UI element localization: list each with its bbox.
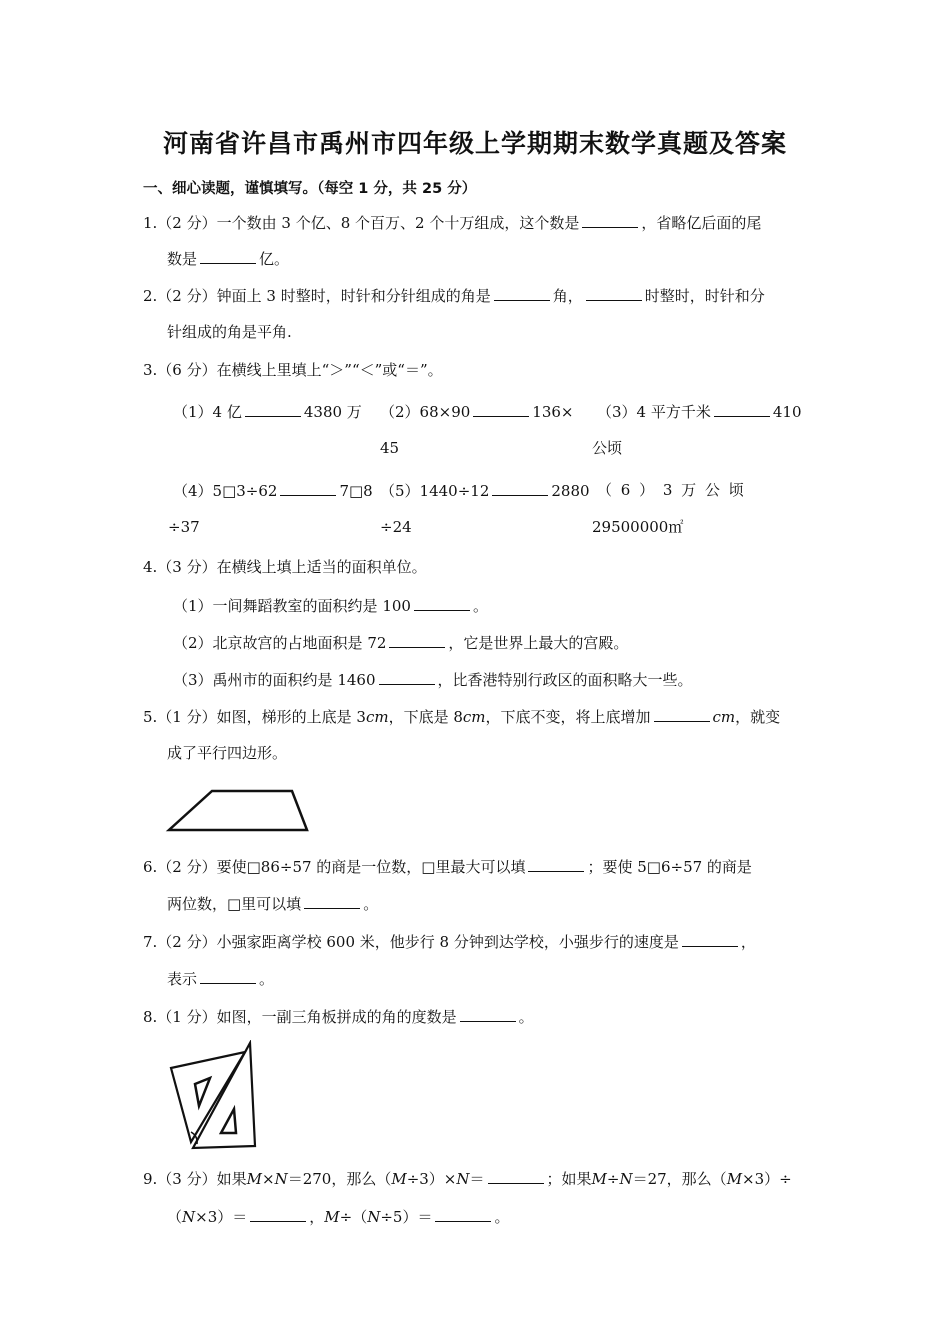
- q9-text-o: 。: [494, 1208, 510, 1226]
- triangle-ruler-hole-2: [221, 1109, 236, 1133]
- q5-text-a: 5.（1 分）如图，梯形的上底是 3: [143, 708, 366, 726]
- q1-text-d: 亿。: [259, 250, 290, 268]
- q7-text-c: 表示: [167, 970, 198, 988]
- q3-item-6: （ 6 ） 3 万 公 顷: [597, 481, 744, 499]
- q9-text-m: ÷（: [339, 1208, 368, 1226]
- q4-sub-1: [173, 595, 488, 616]
- q9-text-a: 9.（3 分）如果: [143, 1170, 247, 1188]
- q5-unit-2: cm: [462, 708, 486, 726]
- q9-text-j: （: [167, 1208, 183, 1226]
- q9-text-g: ÷: [606, 1170, 620, 1188]
- q1-text-b: ，省略亿后面的尾: [641, 214, 762, 232]
- q4-s2-end: ，它是世界上最大的宫殿。: [448, 634, 629, 652]
- q5-text-b: ，下底是 8: [388, 708, 463, 726]
- q3-item-3-cont: 公顷: [592, 439, 623, 457]
- q3-p3-right: 410: [772, 403, 802, 421]
- q3-item-4: [173, 480, 373, 501]
- q6-blank-2[interactable]: [304, 893, 360, 909]
- q4-s1-text: （1）一间舞蹈教室的面积约是 100: [173, 597, 411, 615]
- q7-text-d: 。: [259, 970, 275, 988]
- q9-blank-3[interactable]: [435, 1206, 491, 1222]
- q9-var-m-3: M: [591, 1170, 607, 1188]
- q3-blank-2[interactable]: [473, 401, 529, 417]
- q1-blank-2[interactable]: [200, 248, 256, 264]
- q3-item-2: [380, 401, 574, 422]
- q3-blank-3[interactable]: [714, 401, 770, 417]
- q8-text-a: 8.（1 分）如图，一副三角板拼成的角的度数是: [143, 1008, 457, 1026]
- question-3-heading: 3.（6 分）在横线上里填上“＞”“＜”或“＝”。: [143, 361, 443, 379]
- q3-item-1: [173, 401, 362, 422]
- q9-blank-1[interactable]: [488, 1168, 544, 1184]
- q9-var-m-5: M: [324, 1208, 340, 1226]
- q5-blank[interactable]: [654, 706, 710, 722]
- q9-var-n-5: N: [367, 1208, 381, 1226]
- q9-text-k: ×3）＝: [195, 1208, 248, 1226]
- question-7-line-2: [167, 968, 274, 989]
- question-1-line-2: [167, 248, 289, 269]
- q9-var-m-1: M: [246, 1170, 262, 1188]
- trapezoid-figure: [165, 785, 315, 835]
- q3-item-5: [380, 480, 590, 501]
- q3-p1-right: 4380 万: [303, 403, 362, 421]
- q9-text-f: ；如果: [546, 1170, 592, 1188]
- q1-text-c: 数是: [167, 250, 198, 268]
- q3-p2-right: 136×: [532, 403, 574, 421]
- q3-p2-left: （2）68×90: [380, 403, 471, 421]
- q8-text-b: 。: [518, 1008, 534, 1026]
- q3-item-4-cont-a: ÷37: [168, 518, 200, 536]
- q9-text-l: ，: [309, 1208, 325, 1226]
- q5-text-d: ，就变: [735, 708, 781, 726]
- q3-p4-right: 7□8: [339, 482, 373, 500]
- q4-s2-text: （2）北京故宫的占地面积是 72: [173, 634, 387, 652]
- q5-text-c: ，下底不变，将上底增加: [485, 708, 651, 726]
- q1-text-a: 1.（2 分）一个数由 3 个亿、8 个百万、2 个十万组成，这个数是: [143, 214, 580, 232]
- q3-p4-left: （4）5□3÷62: [173, 482, 278, 500]
- q9-blank-2[interactable]: [250, 1206, 306, 1222]
- question-6-line-2: [167, 893, 378, 914]
- question-9-line-1: [143, 1168, 792, 1189]
- triangle-ruler-hole-1: [195, 1078, 210, 1106]
- question-2-line-2: 针组成的角是平角.: [167, 323, 292, 341]
- q2-blank-2[interactable]: [586, 285, 642, 301]
- q3-item-6-cont: 29500000㎡: [592, 518, 684, 536]
- question-5-line-2: 成了平行四边形。: [167, 744, 288, 762]
- trapezoid-shape: [169, 791, 307, 830]
- q2-text-a: 2.（2 分）钟面上 3 时整时，时针和分针组成的角是: [143, 287, 491, 305]
- q3-blank-1[interactable]: [245, 401, 301, 417]
- question-4-heading: 4.（3 分）在横线上填上适当的面积单位。: [143, 558, 427, 576]
- q5-unit-3: cm: [712, 708, 736, 726]
- question-9-line-2: [167, 1206, 509, 1227]
- q3-item-4-cont-b: ÷24: [380, 518, 412, 536]
- q3-p1-left: （1）4 亿: [173, 403, 242, 421]
- q2-blank-1[interactable]: [494, 285, 550, 301]
- triangle-ruler-30-60: [171, 1052, 245, 1142]
- question-6-line-1: [143, 856, 752, 877]
- q6-text-c: 两位数，□里可以填: [167, 895, 302, 913]
- q4-s1-end: 。: [472, 597, 488, 615]
- q4-sub-3: [173, 669, 693, 690]
- q6-blank-1[interactable]: [528, 856, 584, 872]
- q4-s3-end: ，比香港特别行政区的面积略大一些。: [437, 671, 693, 689]
- q9-var-m-2: M: [391, 1170, 407, 1188]
- q6-text-b: ；要使 5□6÷57 的商是: [587, 858, 752, 876]
- q9-text-b: ×: [261, 1170, 275, 1188]
- q9-text-e: ＝: [469, 1170, 485, 1188]
- q7-blank-2[interactable]: [200, 968, 256, 984]
- q3-p5-left: （5）1440÷12: [380, 482, 490, 500]
- q3-item-3: [597, 401, 802, 422]
- question-8-line-1: [143, 1006, 534, 1027]
- q4-blank-1[interactable]: [414, 595, 470, 611]
- q8-blank[interactable]: [460, 1006, 516, 1022]
- q9-text-h: ＝27，那么（: [632, 1170, 727, 1188]
- q9-text-d: ÷3）×: [406, 1170, 457, 1188]
- q9-var-m-4: M: [726, 1170, 743, 1188]
- q3-p5-right: 2880: [551, 482, 590, 500]
- q5-unit-1: cm: [365, 708, 389, 726]
- q4-blank-3[interactable]: [379, 669, 435, 685]
- q4-s3-text: （3）禹州市的面积约是 1460: [173, 671, 376, 689]
- q9-var-n-2: N: [456, 1170, 470, 1188]
- q3-p3-left: （3）4 平方千米: [597, 403, 711, 421]
- q3-blank-4[interactable]: [280, 480, 336, 496]
- q6-text-a: 6.（2 分）要使□86÷57 的商是一位数，□里最大可以填: [143, 858, 526, 876]
- question-7-line-1: [143, 931, 756, 952]
- question-2-line-1: [143, 285, 765, 306]
- q6-text-d: 。: [363, 895, 379, 913]
- q2-text-c: 时整时，时针和分: [644, 287, 765, 305]
- triangle-rulers-figure: [165, 1040, 265, 1152]
- q9-var-n-4: N: [182, 1208, 196, 1226]
- page-title: 河南省许昌市禹州市四年级上学期期末数学真题及答案: [162, 129, 787, 158]
- section-heading: 一、细心读题，谨慎填写。（每空 1 分，共 25 分）: [143, 181, 477, 197]
- question-5-line-1: [143, 706, 780, 727]
- q9-text-n: ÷5）＝: [380, 1208, 433, 1226]
- q9-text-i: ×3）÷: [742, 1170, 792, 1188]
- q4-blank-2[interactable]: [389, 632, 445, 648]
- q7-text-b: ，: [740, 933, 756, 951]
- q9-text-c: ＝270，那么（: [287, 1170, 392, 1188]
- q3-item-2-cont: 45: [380, 439, 400, 457]
- q7-text-a: 7.（2 分）小强家距离学校 600 米，他步行 8 分钟到达学校，小强步行的速度是: [143, 933, 679, 951]
- q3-blank-5[interactable]: [492, 480, 548, 496]
- q2-text-b: 角，: [552, 287, 583, 305]
- q9-var-n-1: N: [274, 1170, 288, 1188]
- q1-blank-1[interactable]: [582, 212, 638, 228]
- q7-blank-1[interactable]: [682, 931, 738, 947]
- question-1-line-1: [143, 212, 761, 233]
- q4-sub-2: [173, 632, 628, 653]
- q9-var-n-3: N: [619, 1170, 633, 1188]
